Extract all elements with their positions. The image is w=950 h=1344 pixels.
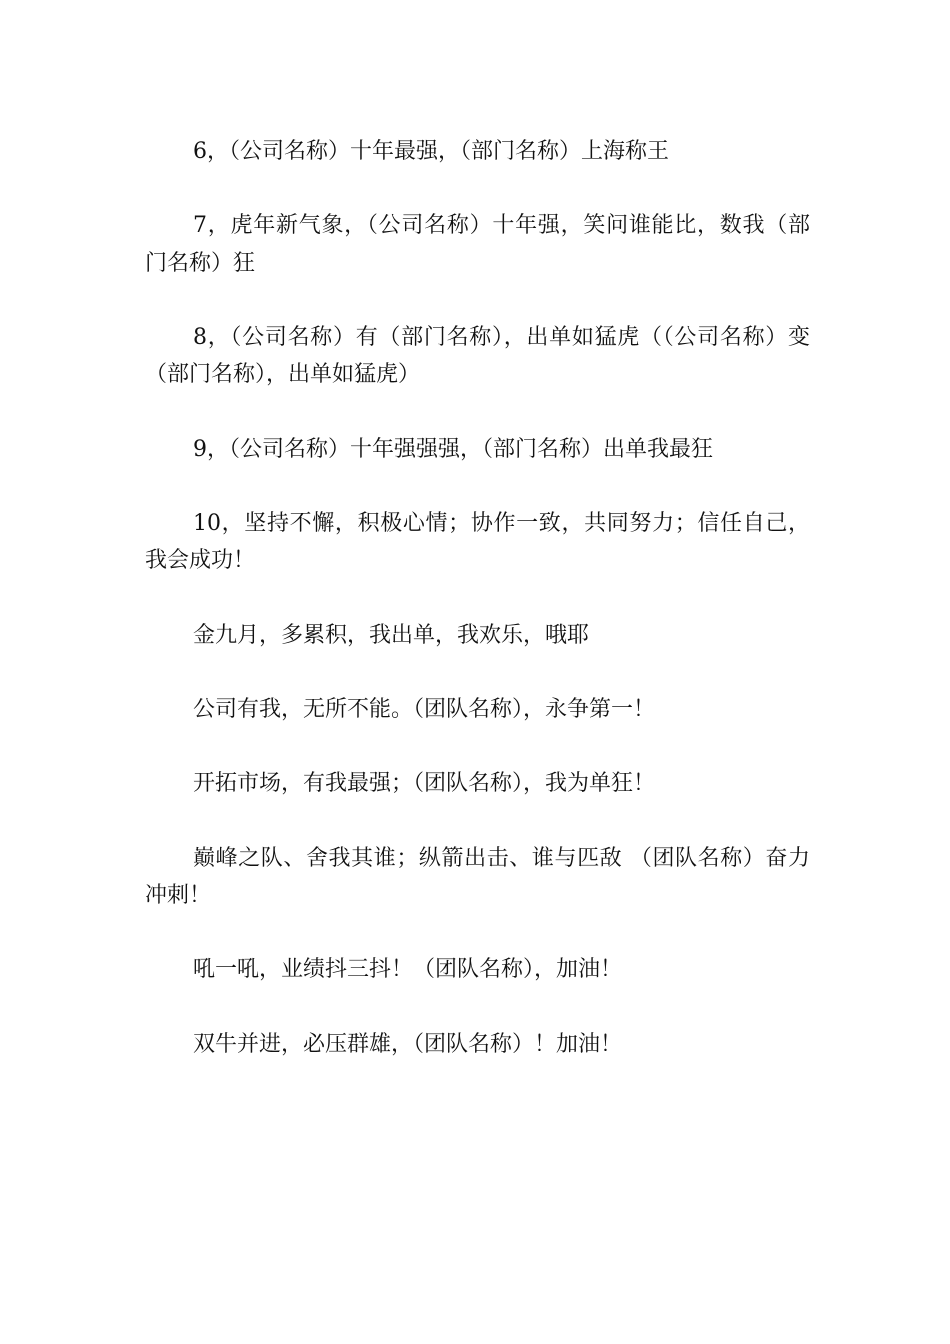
slogan-golden-september: 金九月，多累积，我出单，我欢乐，哦耶 bbox=[193, 622, 590, 648]
paragraph-9: 9，（公司名称）十年强强强，（部门名称）出单我最狂 bbox=[193, 436, 713, 462]
paragraph-gap bbox=[145, 654, 810, 691]
document-body bbox=[145, 133, 810, 1063]
paragraph-gap bbox=[145, 989, 810, 1026]
slogan-open-market: 开拓市场，有我最强；（团队名称），我为单狂！ bbox=[193, 771, 656, 797]
slogan-peak-team: 巅峰之队、舍我其谁；纵箭出击、谁与匹敌 （团队名称）奋力冲刺！ bbox=[145, 845, 810, 908]
slogan-double-bull: 双牛并进，必压群雄，（团队名称）！加油！ bbox=[193, 1031, 623, 1057]
paragraph-gap bbox=[145, 728, 810, 765]
paragraph-7: 7，虎年新气象，（公司名称）十年强，笑问谁能比，数我（部门名称）狂 bbox=[145, 213, 810, 276]
paragraph-gap bbox=[145, 468, 810, 505]
paragraph-gap bbox=[145, 282, 810, 319]
paragraph-gap bbox=[145, 803, 810, 840]
paragraph-gap bbox=[145, 579, 810, 616]
slogan-roar: 吼一吼，业绩抖三抖！（团队名称），加油！ bbox=[193, 957, 623, 983]
slogan-company-with-me: 公司有我，无所不能。（团队名称），永争第一！ bbox=[193, 696, 656, 722]
paragraph-gap bbox=[145, 393, 810, 430]
paragraph-6: 6，（公司名称）十年最强，（部门名称）上海称王 bbox=[193, 139, 669, 164]
paragraph-gap bbox=[145, 914, 810, 951]
paragraph-gap bbox=[145, 170, 810, 207]
paragraph-8: 8，（公司名称）有（部门名称），出单如猛虎（（公司名称）变（部门名称），出单如猛虎） bbox=[145, 324, 810, 388]
paragraph-10: 10，坚持不懈，积极心情；协作一致，共同努力；信任自己，我会成功！ bbox=[145, 510, 810, 574]
